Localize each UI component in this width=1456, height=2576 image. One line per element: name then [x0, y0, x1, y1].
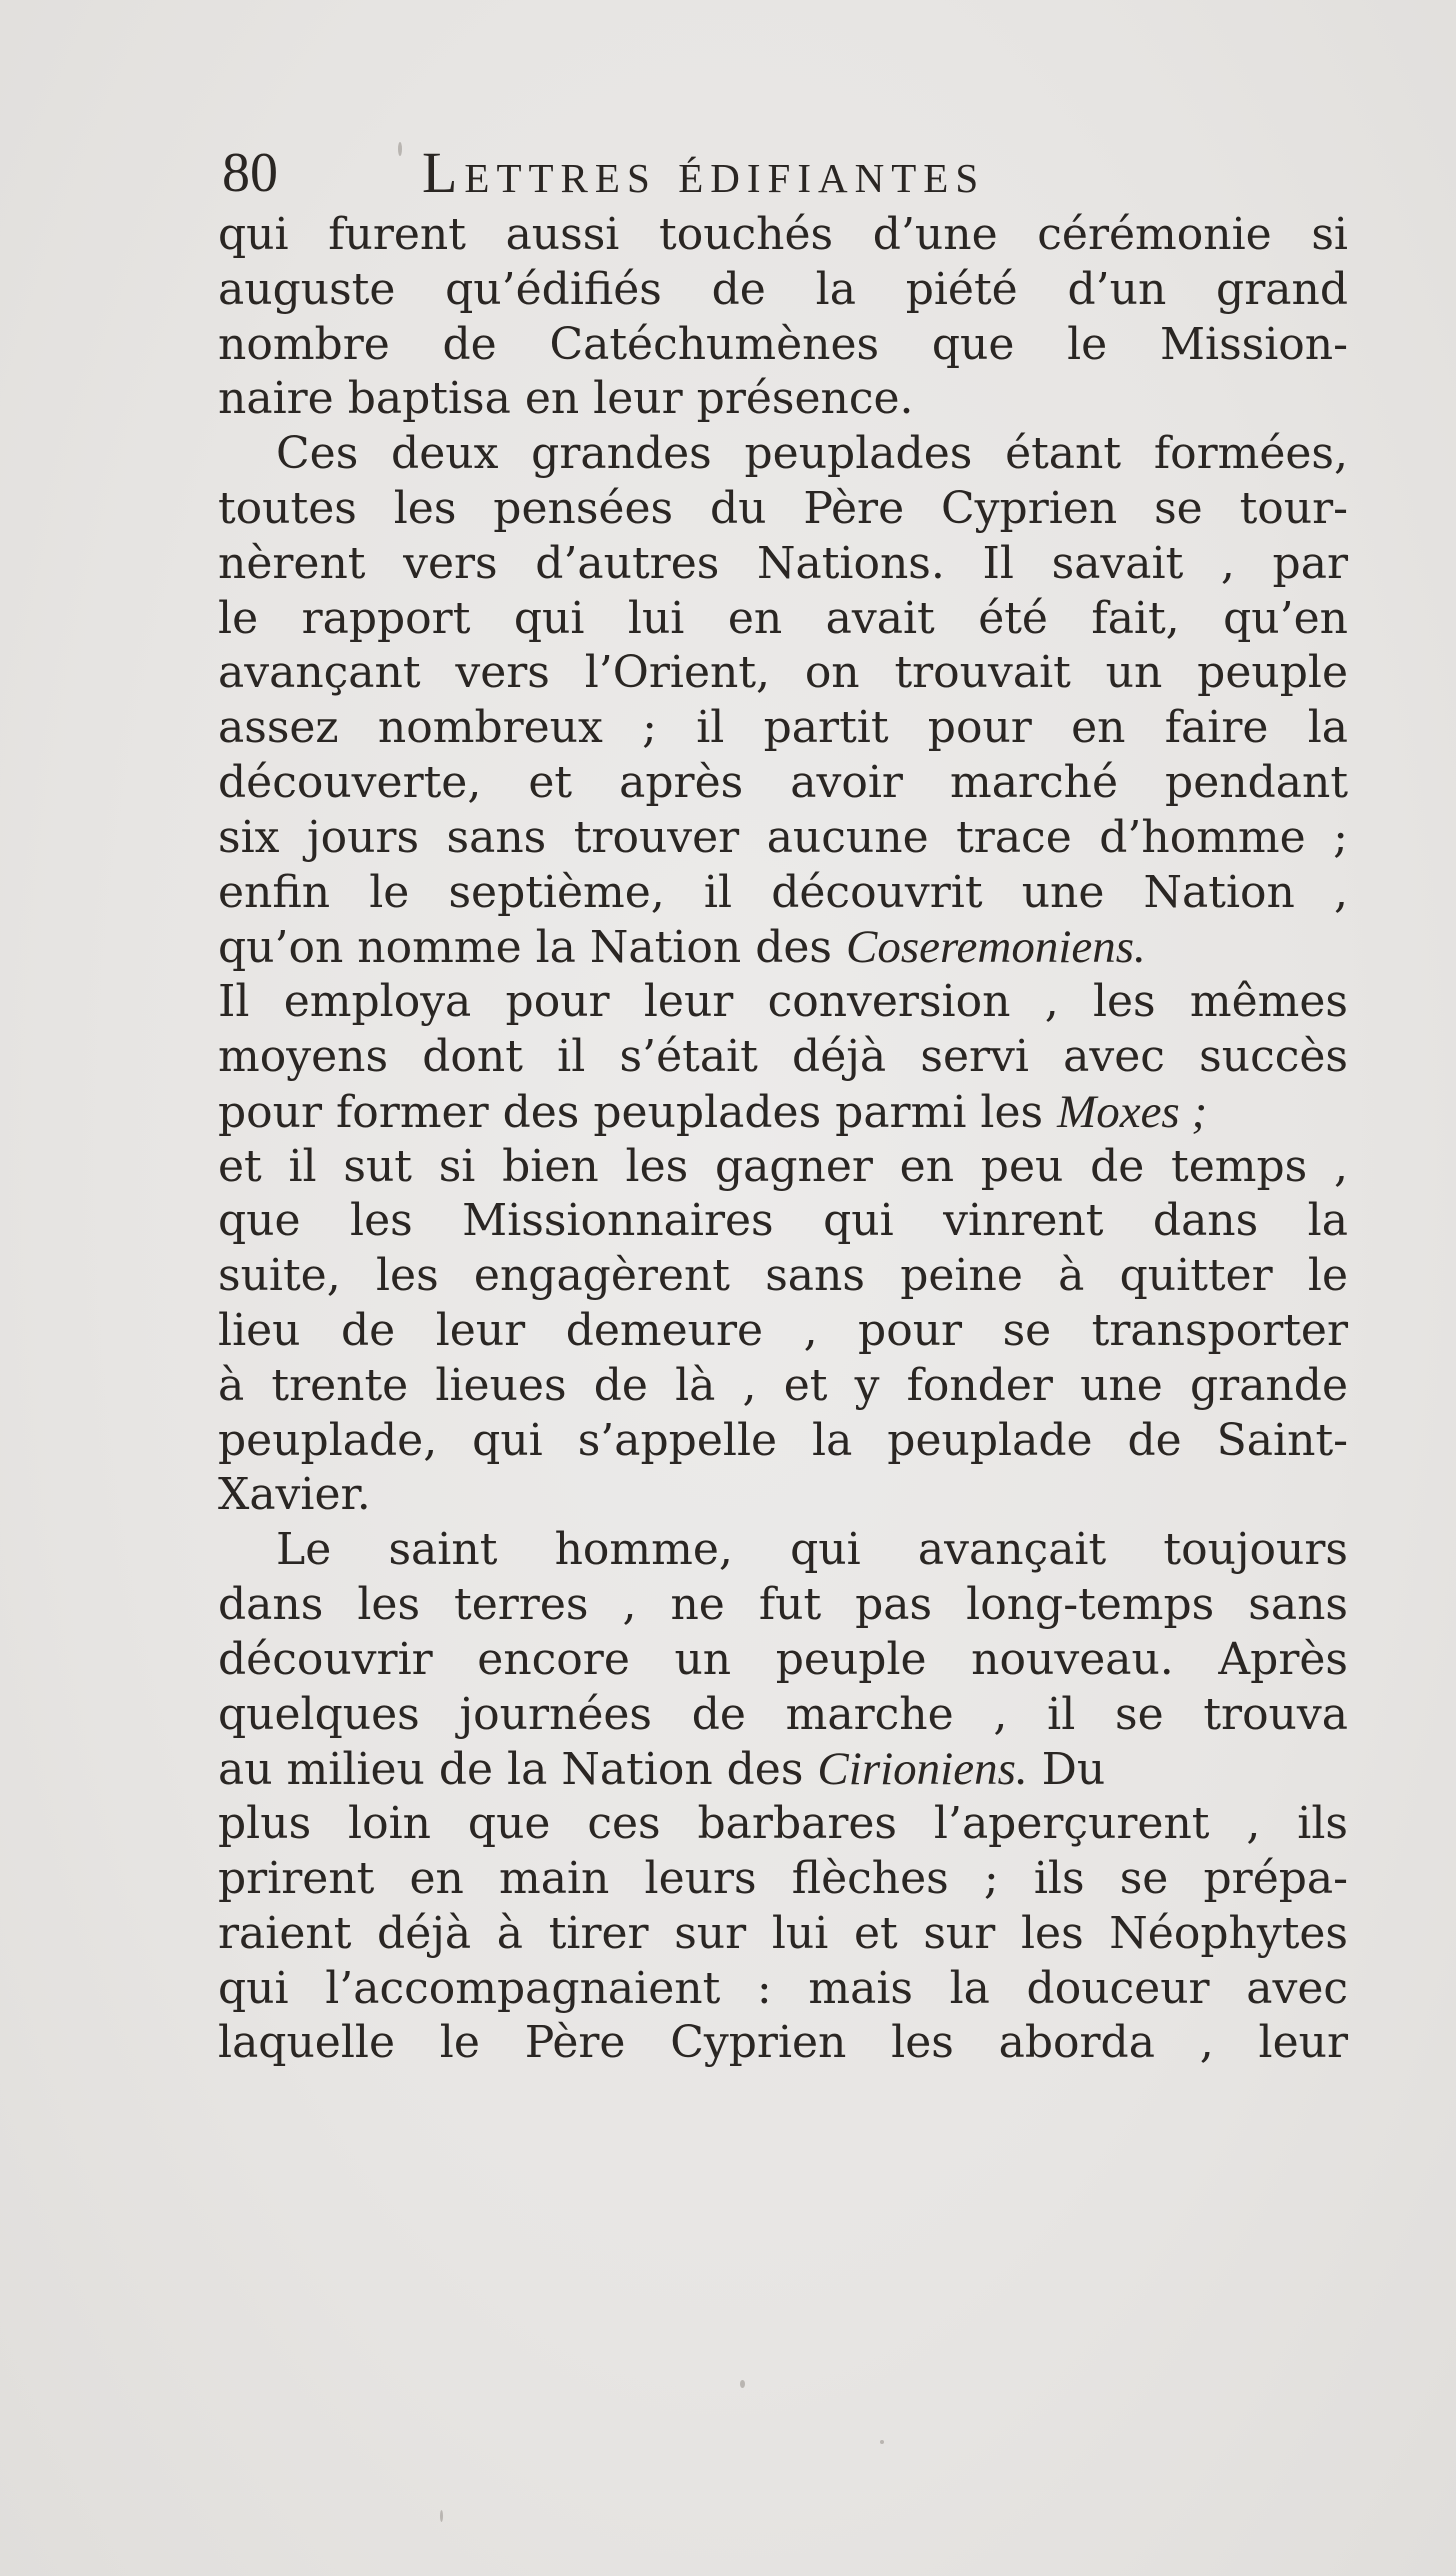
text-line-with-italic: [218, 1742, 1348, 1797]
paragraph-start-line: Le saint homme, qui avançait toujours: [276, 1524, 1348, 1576]
text-line: le rapport qui lui en avait été fait, qu’en: [218, 592, 1348, 644]
text-line-with-italic: [218, 920, 1348, 975]
text-line: découvrir encore un peuple nouveau. Après: [218, 1633, 1348, 1685]
text-line: laquelle le Père Cyprien les aborda , leur: [218, 2017, 1348, 2069]
text-line: toutes les pensées du Père Cyprien se tour-: [218, 482, 1348, 534]
text-line: qui furent aussi touchés d’une cérémonie si: [218, 209, 1348, 260]
italic-nation-name: Cirioniens.: [817, 1743, 1028, 1796]
paper-speck: [740, 2380, 745, 2388]
text-line: suite, les engagèrent sans peine à quitter le: [218, 1250, 1348, 1302]
paragraph-start-line: Ces deux grandes peuplades étant formées,: [276, 428, 1348, 480]
text-segment: pour former des peuplades parmi les: [218, 1086, 1058, 1138]
text-line: assez nombreux ; il partit pour en faire la: [218, 702, 1348, 754]
page-number: 80: [222, 142, 278, 204]
text-line: Il employa pour leur conversion , les mêmes: [218, 976, 1348, 1028]
text-line: nombre de Catéchumènes que le Mission-: [218, 318, 1348, 370]
paper-speck: [398, 142, 402, 156]
text-line: à trente lieues de là , et y fonder une grande: [218, 1359, 1348, 1411]
paper-speck: [440, 2510, 443, 2522]
text-line: et il sut si bien les gagner en peu de temps ,: [218, 1140, 1348, 1192]
text-line: dans les terres , ne fut pas long-temps sans: [218, 1578, 1348, 1630]
italic-nation-name: Moxes ;: [1057, 1085, 1208, 1138]
text-line: raient déjà à tirer sur lui et sur les Néophytes: [218, 1907, 1348, 1959]
text-line: qui l’accompagnaient : mais la douceur avec: [218, 1962, 1348, 2014]
text-line: auguste qu’édifiés de la piété d’un grand: [218, 263, 1348, 315]
text-segment: qu’on nomme la Nation des: [218, 922, 846, 974]
text-line: naire baptisa en leur présence.: [218, 373, 914, 425]
page-header: [222, 138, 1322, 208]
text-line: découverte, et après avoir marché pendant: [218, 756, 1348, 808]
text-segment: au milieu de la Nation des: [218, 1744, 818, 1796]
text-line: Xavier.: [218, 1469, 371, 1521]
text-segment: Du: [1027, 1744, 1106, 1796]
body-text: [218, 208, 1348, 2071]
paper-speck: [880, 2440, 884, 2444]
text-line: quelques journées de marche , il se trouva: [218, 1688, 1348, 1740]
text-line: lieu de leur demeure , pour se transporter: [218, 1304, 1348, 1356]
text-line: nèrent vers d’autres Nations. Il savait , par: [218, 537, 1348, 589]
text-line: que les Missionnaires qui vinrent dans la: [218, 1195, 1348, 1247]
text-line: enfin le septième, il découvrit une Nation ,: [218, 866, 1348, 918]
text-line-with-italic: [218, 1085, 1348, 1140]
italic-nation-name: Coseremoniens.: [845, 921, 1146, 974]
running-title: Lettres édifiantes: [422, 140, 986, 205]
text-line: six jours sans trouver aucune trace d’homme ;: [218, 811, 1348, 863]
text-line: plus loin que ces barbares l’aperçurent , ils: [218, 1798, 1348, 1850]
text-line: peuplade, qui s’appelle la peuplade de Saint-: [218, 1414, 1348, 1466]
text-line: prirent en main leurs flèches ; ils se prépa-: [218, 1852, 1348, 1904]
text-line: moyens dont il s’était déjà servi avec succès: [218, 1030, 1348, 1082]
text-line: avançant vers l’Orient, on trouvait un peuple: [218, 647, 1348, 699]
